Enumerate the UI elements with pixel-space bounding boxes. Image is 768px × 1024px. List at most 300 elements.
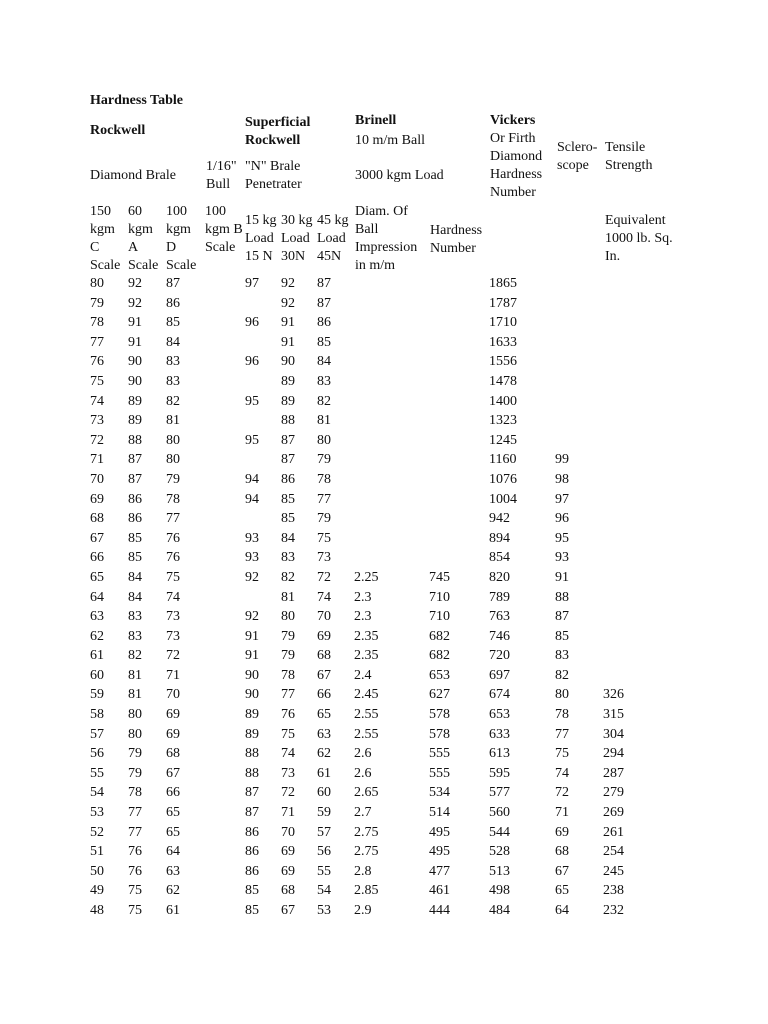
table-cell xyxy=(354,372,429,392)
table-cell xyxy=(354,548,429,568)
table-cell: 76 xyxy=(90,354,104,370)
table-cell: 87 xyxy=(245,785,259,801)
table-cell xyxy=(205,313,245,333)
table-cell xyxy=(555,352,603,372)
table-cell: 78 xyxy=(281,667,295,683)
table-cell: 95 xyxy=(555,530,569,546)
table-cell: 69 xyxy=(317,628,331,644)
table-cell: 52 xyxy=(90,824,104,840)
column-header: 45 kg Load 45N xyxy=(317,213,349,264)
table-cell: 697 xyxy=(489,667,510,683)
table-cell: 95 xyxy=(245,393,259,409)
table-cell: 83 xyxy=(128,609,142,625)
table-row xyxy=(90,607,683,627)
table-cell xyxy=(603,411,683,431)
table-cell: 84 xyxy=(128,589,142,605)
table-cell: 1004 xyxy=(489,491,517,507)
table-cell: 85 xyxy=(281,491,295,507)
table-cell: 49 xyxy=(90,883,104,899)
table-cell: 76 xyxy=(281,707,295,723)
table-cell: 89 xyxy=(128,413,142,429)
table-row xyxy=(90,627,683,647)
table-cell: 613 xyxy=(489,746,510,762)
table-cell: 77 xyxy=(281,687,295,703)
table-cell: 65 xyxy=(317,707,331,723)
column-header: 15 kg Load 15 N xyxy=(245,213,277,264)
table-cell xyxy=(245,509,281,529)
table-cell: 2.3 xyxy=(354,589,372,605)
table-cell xyxy=(245,450,281,470)
table-row xyxy=(90,901,683,921)
table-cell xyxy=(429,294,489,314)
table-cell: 69 xyxy=(555,824,569,840)
table-cell: 93 xyxy=(245,530,259,546)
column-header: Diam. Of Ball Impression in m/m xyxy=(355,204,418,273)
table-cell: 1160 xyxy=(489,452,517,468)
table-cell: 315 xyxy=(603,707,624,723)
table-cell: 2.6 xyxy=(354,765,372,781)
table-cell xyxy=(603,666,683,686)
table-cell xyxy=(205,725,245,745)
table-cell: 85 xyxy=(555,628,569,644)
table-cell: 68 xyxy=(281,883,295,899)
table-cell: 90 xyxy=(245,667,259,683)
table-cell: 85 xyxy=(317,334,331,350)
table-cell: 2.35 xyxy=(354,648,379,664)
table-cell xyxy=(205,803,245,823)
table-cell xyxy=(603,627,683,647)
table-cell: 67 xyxy=(555,863,569,879)
table-cell: 710 xyxy=(429,609,450,625)
table-cell: 294 xyxy=(603,746,624,762)
table-cell xyxy=(205,274,245,294)
table-cell: 58 xyxy=(90,707,104,723)
table-cell: 75 xyxy=(128,903,142,918)
table-cell: 1633 xyxy=(489,334,517,350)
table-cell: 63 xyxy=(317,726,331,742)
table-cell: 477 xyxy=(429,863,450,879)
table-cell: 90 xyxy=(128,354,142,370)
table-cell: 627 xyxy=(429,687,450,703)
table-row xyxy=(90,646,683,666)
table-cell: 75 xyxy=(128,883,142,899)
column-header: Equivalent 1000 lb. Sq. In. xyxy=(605,213,673,264)
table-row xyxy=(90,823,683,843)
table-cell xyxy=(429,529,489,549)
table-cell: 56 xyxy=(317,844,331,860)
table-cell: 1323 xyxy=(489,413,517,429)
table-cell: 87 xyxy=(317,295,331,311)
table-cell: 746 xyxy=(489,628,510,644)
table-cell: 80 xyxy=(90,276,104,291)
table-cell: 92 xyxy=(128,295,142,311)
table-cell: 79 xyxy=(90,295,104,311)
table-cell xyxy=(429,548,489,568)
table-cell: 80 xyxy=(166,452,180,468)
table-cell: 79 xyxy=(281,628,295,644)
table-row xyxy=(90,588,683,608)
table-cell xyxy=(354,529,429,549)
table-cell: 62 xyxy=(90,628,104,644)
table-row xyxy=(90,509,683,529)
table-cell: 514 xyxy=(429,805,450,821)
table-cell: 79 xyxy=(128,746,142,762)
table-cell: 88 xyxy=(245,746,259,762)
table-row xyxy=(90,490,683,510)
diamond-brale-label: Diamond Brale xyxy=(90,168,176,183)
table-cell xyxy=(205,881,245,901)
table-cell: 77 xyxy=(90,334,104,350)
table-cell xyxy=(603,509,683,529)
table-row xyxy=(90,568,683,588)
table-cell: 76 xyxy=(128,844,142,860)
table-cell: 83 xyxy=(166,373,180,389)
table-cell: 71 xyxy=(166,667,180,683)
table-cell xyxy=(205,431,245,451)
table-cell: 304 xyxy=(603,726,624,742)
table-cell: 68 xyxy=(90,511,104,527)
table-cell: 85 xyxy=(166,315,180,331)
table-row xyxy=(90,411,683,431)
brinell-load-label: 3000 kgm Load xyxy=(355,168,444,183)
table-cell: 555 xyxy=(429,746,450,762)
table-cell: 65 xyxy=(166,805,180,821)
table-cell: 91 xyxy=(281,315,295,331)
table-row xyxy=(90,294,683,314)
table-cell xyxy=(603,646,683,666)
table-cell: 79 xyxy=(281,648,295,664)
table-cell: 69 xyxy=(281,863,295,879)
table-cell xyxy=(245,372,281,392)
table-cell: 1865 xyxy=(489,276,517,291)
table-cell xyxy=(603,568,683,588)
table-cell: 75 xyxy=(281,726,295,742)
table-cell: 68 xyxy=(166,746,180,762)
table-cell: 80 xyxy=(555,687,569,703)
table-cell: 78 xyxy=(128,785,142,801)
table-cell xyxy=(603,274,683,294)
table-row xyxy=(90,881,683,901)
table-cell xyxy=(354,509,429,529)
table-cell: 854 xyxy=(489,550,510,566)
table-cell: 495 xyxy=(429,824,450,840)
table-cell: 55 xyxy=(317,863,331,879)
table-cell: 2.75 xyxy=(354,824,379,840)
table-cell: 61 xyxy=(166,903,180,918)
table-cell: 72 xyxy=(555,785,569,801)
table-cell xyxy=(205,744,245,764)
table-cell: 2.75 xyxy=(354,844,379,860)
table-cell: 69 xyxy=(166,707,180,723)
table-cell: 534 xyxy=(429,785,450,801)
table-cell: 69 xyxy=(90,491,104,507)
table-cell: 1556 xyxy=(489,354,517,370)
table-cell: 80 xyxy=(166,432,180,448)
table-cell: 86 xyxy=(128,491,142,507)
table-cell: 74 xyxy=(166,589,180,605)
table-cell: 70 xyxy=(317,609,331,625)
table-cell: 745 xyxy=(429,569,450,585)
table-cell: 57 xyxy=(90,726,104,742)
table-cell: 77 xyxy=(317,491,331,507)
table-cell: 1245 xyxy=(489,432,517,448)
table-cell: 71 xyxy=(90,452,104,468)
table-cell: 86 xyxy=(317,315,331,331)
table-cell: 51 xyxy=(90,844,104,860)
table-cell: 653 xyxy=(489,707,510,723)
table-cell: 79 xyxy=(166,471,180,487)
table-cell xyxy=(429,431,489,451)
table-cell: 87 xyxy=(281,452,295,468)
table-cell: 2.65 xyxy=(354,785,379,801)
table-cell: 78 xyxy=(166,491,180,507)
table-cell xyxy=(555,313,603,333)
table-cell xyxy=(354,294,429,314)
table-cell xyxy=(429,313,489,333)
table-cell xyxy=(354,490,429,510)
table-cell: 88 xyxy=(281,413,295,429)
table-cell: 63 xyxy=(90,609,104,625)
table-row xyxy=(90,666,683,686)
table-cell xyxy=(603,607,683,627)
column-header: Hardness Number xyxy=(430,223,483,256)
table-cell xyxy=(603,352,683,372)
table-cell: 513 xyxy=(489,863,510,879)
table-row xyxy=(90,470,683,490)
table-cell xyxy=(429,392,489,412)
table-cell: 64 xyxy=(90,589,104,605)
table-cell: 50 xyxy=(90,863,104,879)
table-cell: 59 xyxy=(90,687,104,703)
table-cell: 60 xyxy=(317,785,331,801)
table-cell: 66 xyxy=(166,785,180,801)
table-cell: 578 xyxy=(429,707,450,723)
table-cell xyxy=(205,685,245,705)
table-cell: 61 xyxy=(90,648,104,664)
table-cell: 91 xyxy=(281,334,295,350)
column-header: 100 kgm D Scale xyxy=(166,204,197,273)
hardness-data-table xyxy=(90,274,683,921)
table-cell: 53 xyxy=(317,903,331,918)
table-cell: 1710 xyxy=(489,315,517,331)
table-cell xyxy=(205,588,245,608)
table-cell: 577 xyxy=(489,785,510,801)
table-row xyxy=(90,529,683,549)
table-cell: 70 xyxy=(166,687,180,703)
table-cell: 84 xyxy=(128,569,142,585)
table-cell xyxy=(205,470,245,490)
table-cell: 87 xyxy=(281,432,295,448)
table-cell xyxy=(603,450,683,470)
table-cell: 55 xyxy=(90,765,104,781)
table-cell: 2.35 xyxy=(354,628,379,644)
table-cell: 59 xyxy=(317,805,331,821)
table-cell: 53 xyxy=(90,805,104,821)
table-cell xyxy=(354,411,429,431)
table-cell: 88 xyxy=(128,432,142,448)
table-cell: 89 xyxy=(245,726,259,742)
table-cell: 85 xyxy=(245,883,259,899)
table-cell: 96 xyxy=(555,511,569,527)
table-cell: 72 xyxy=(90,432,104,448)
table-cell: 78 xyxy=(555,707,569,723)
table-cell: 61 xyxy=(317,765,331,781)
table-cell xyxy=(205,901,245,921)
table-cell: 1400 xyxy=(489,393,517,409)
table-cell xyxy=(603,529,683,549)
table-cell: 75 xyxy=(317,530,331,546)
superficial-rockwell-heading: Superficial Rockwell xyxy=(245,115,311,148)
table-cell xyxy=(555,294,603,314)
table-cell: 90 xyxy=(128,373,142,389)
table-cell: 56 xyxy=(90,746,104,762)
table-cell: 81 xyxy=(281,589,295,605)
table-cell: 71 xyxy=(281,805,295,821)
table-cell: 2.25 xyxy=(354,569,379,585)
table-cell: 91 xyxy=(245,628,259,644)
table-cell: 87 xyxy=(166,276,180,291)
table-cell: 48 xyxy=(90,903,104,918)
table-cell: 90 xyxy=(281,354,295,370)
table-cell: 528 xyxy=(489,844,510,860)
table-cell: 2.55 xyxy=(354,707,379,723)
table-cell: 1478 xyxy=(489,373,517,389)
table-cell: 64 xyxy=(555,903,569,918)
table-cell xyxy=(429,372,489,392)
table-cell: 91 xyxy=(245,648,259,664)
table-cell: 62 xyxy=(317,746,331,762)
table-cell: 87 xyxy=(128,471,142,487)
tensile-strength-heading: Tensile Strength xyxy=(605,140,653,173)
table-cell: 94 xyxy=(245,491,259,507)
table-row xyxy=(90,783,683,803)
table-cell: 84 xyxy=(317,354,331,370)
table-cell: 83 xyxy=(317,373,331,389)
table-cell: 595 xyxy=(489,765,510,781)
table-cell xyxy=(354,470,429,490)
table-cell: 95 xyxy=(245,432,259,448)
table-cell: 74 xyxy=(90,393,104,409)
table-cell: 245 xyxy=(603,863,624,879)
table-cell: 68 xyxy=(317,648,331,664)
table-cell: 93 xyxy=(245,550,259,566)
table-cell xyxy=(245,588,281,608)
table-cell: 81 xyxy=(317,413,331,429)
table-cell xyxy=(555,333,603,353)
table-row xyxy=(90,862,683,882)
table-cell xyxy=(555,372,603,392)
table-cell: 653 xyxy=(429,667,450,683)
table-cell: 72 xyxy=(317,569,331,585)
table-cell: 87 xyxy=(245,805,259,821)
table-cell: 86 xyxy=(166,295,180,311)
table-cell: 74 xyxy=(281,746,295,762)
table-cell: 89 xyxy=(281,393,295,409)
table-row xyxy=(90,274,683,294)
table-row xyxy=(90,450,683,470)
table-cell: 81 xyxy=(128,667,142,683)
table-cell: 238 xyxy=(603,883,624,899)
table-cell xyxy=(205,294,245,314)
table-cell: 85 xyxy=(128,550,142,566)
vickers-subheading: Or Firth Diamond Hardness Number xyxy=(490,131,543,200)
table-cell xyxy=(245,294,281,314)
table-cell: 67 xyxy=(317,667,331,683)
table-cell: 92 xyxy=(128,276,142,291)
table-cell xyxy=(205,548,245,568)
table-cell xyxy=(603,294,683,314)
table-cell: 76 xyxy=(166,550,180,566)
n-brale-label: "N" Brale Penetrater xyxy=(245,159,302,192)
table-cell xyxy=(555,392,603,412)
table-cell: 326 xyxy=(603,687,624,703)
table-cell: 73 xyxy=(281,765,295,781)
table-row xyxy=(90,352,683,372)
table-cell xyxy=(354,274,429,294)
table-cell xyxy=(555,431,603,451)
table-cell xyxy=(603,588,683,608)
table-cell: 91 xyxy=(128,334,142,350)
table-cell: 74 xyxy=(317,589,331,605)
table-cell xyxy=(205,372,245,392)
table-cell xyxy=(205,529,245,549)
table-cell: 89 xyxy=(245,707,259,723)
table-cell: 92 xyxy=(245,569,259,585)
table-cell: 74 xyxy=(555,765,569,781)
table-cell xyxy=(354,313,429,333)
table-cell: 820 xyxy=(489,569,510,585)
table-cell xyxy=(205,607,245,627)
table-cell: 87 xyxy=(555,609,569,625)
table-cell: 97 xyxy=(555,491,569,507)
table-cell: 86 xyxy=(281,471,295,487)
table-cell xyxy=(354,333,429,353)
table-cell: 82 xyxy=(555,667,569,683)
table-cell: 232 xyxy=(603,903,624,918)
table-cell xyxy=(205,490,245,510)
table-cell xyxy=(205,646,245,666)
table-cell: 2.3 xyxy=(354,609,372,625)
table-cell xyxy=(205,450,245,470)
table-cell: 70 xyxy=(281,824,295,840)
table-cell xyxy=(429,450,489,470)
column-header: 60 kgm A Scale xyxy=(128,204,159,273)
table-cell: 84 xyxy=(281,530,295,546)
table-cell: 2.9 xyxy=(354,903,372,918)
table-cell: 444 xyxy=(429,903,450,918)
table-cell: 78 xyxy=(90,315,104,331)
table-cell: 93 xyxy=(555,550,569,566)
table-cell xyxy=(555,274,603,294)
table-cell xyxy=(603,470,683,490)
table-cell: 66 xyxy=(317,687,331,703)
table-cell xyxy=(205,823,245,843)
table-cell: 68 xyxy=(555,844,569,860)
table-cell xyxy=(429,333,489,353)
table-cell: 57 xyxy=(317,824,331,840)
table-cell: 81 xyxy=(166,413,180,429)
table-cell: 80 xyxy=(128,707,142,723)
table-cell: 98 xyxy=(555,471,569,487)
table-cell: 94 xyxy=(245,471,259,487)
table-cell xyxy=(205,764,245,784)
table-cell: 86 xyxy=(128,511,142,527)
table-row xyxy=(90,392,683,412)
table-cell: 555 xyxy=(429,765,450,781)
table-cell: 90 xyxy=(245,687,259,703)
rockwell-heading: Rockwell xyxy=(90,123,146,138)
table-cell: 65 xyxy=(555,883,569,899)
